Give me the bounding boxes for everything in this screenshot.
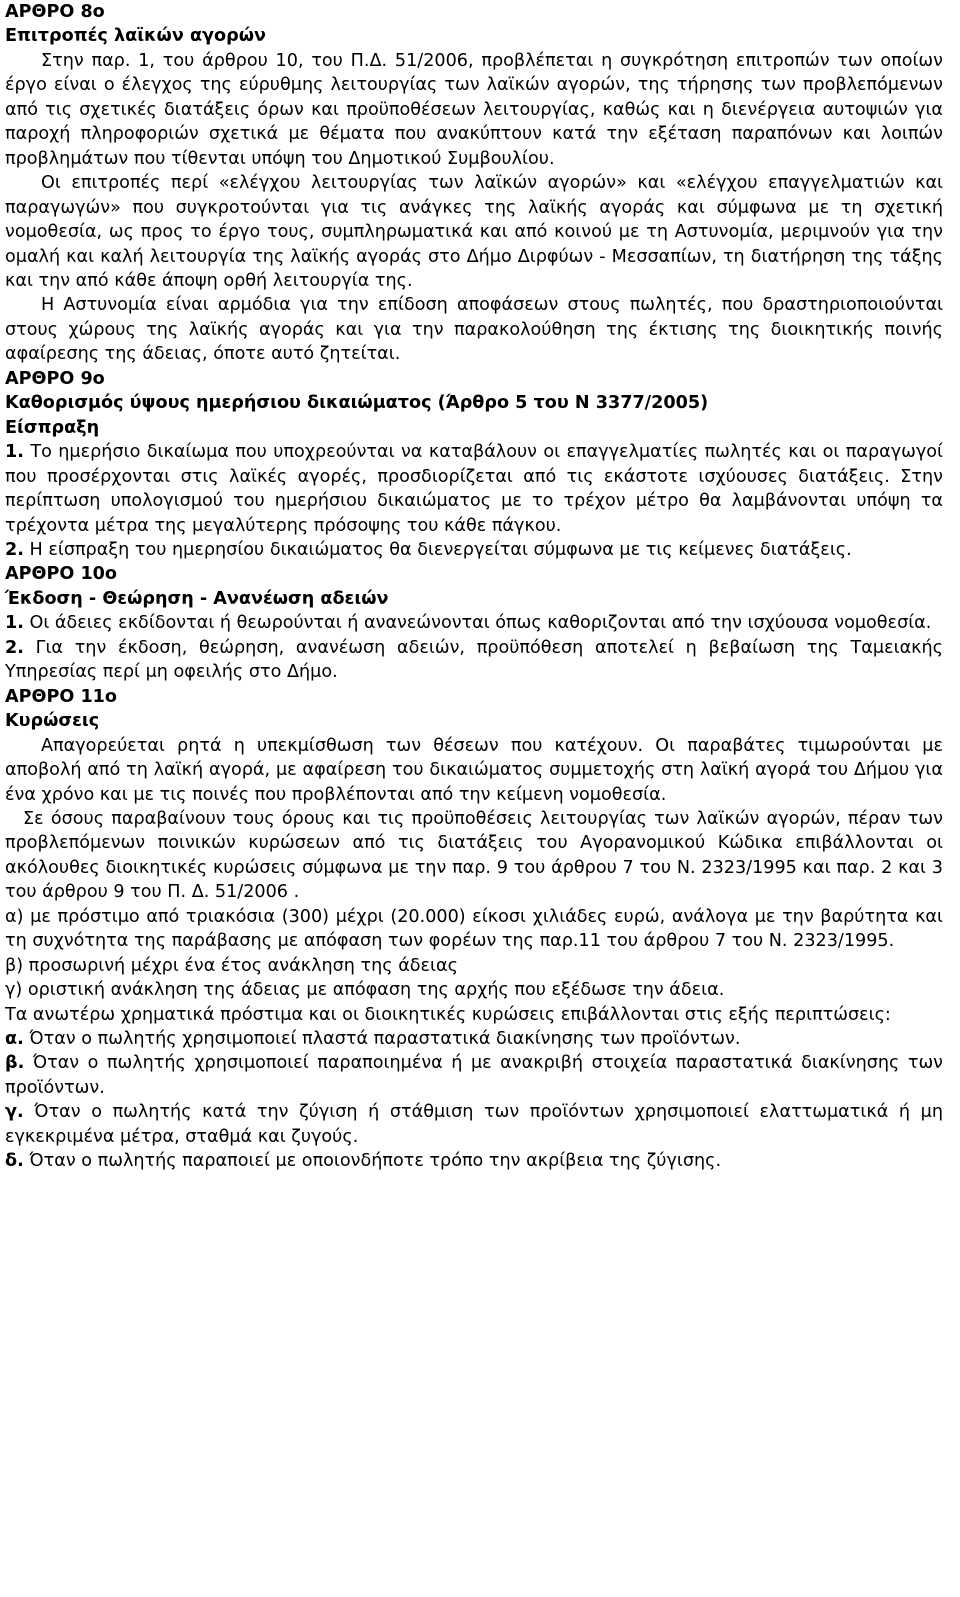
document-page (5, 0, 943, 1174)
item-text: Η είσπραξη του ημερησίου δικαιώματος θα διενεργείται σύμφωνα με τις κείμενες διατάξεις. (29, 539, 852, 560)
article-9-heading: ΑΡΘΡΟ 9ο (5, 368, 105, 389)
article-11-case-b (5, 1051, 943, 1100)
item-number: 1. (5, 613, 24, 634)
article-11-penalty-a: α) με πρόστιμο από τριακόσια (300) μέχρι (20.000) είκοσι χιλιάδες ευρώ, ανάλογα με την βαρύτητα και τη συχνότητα της παράβασης με απόφαση των φορέων της παρ.11 του άρθρου 7 του Ν. 2323/1995. (5, 906, 943, 952)
article-9-subtitle: Είσπραξη (5, 417, 100, 438)
article-11-case-a (5, 1027, 943, 1051)
case-letter: α. (5, 1029, 24, 1050)
case-letter: β. (5, 1053, 25, 1074)
article-11-case-d (5, 1149, 943, 1173)
article-8-title: Επιτροπές λαϊκών αγορών (5, 26, 266, 47)
article-10-heading: ΑΡΘΡΟ 10ο (5, 564, 118, 585)
item-number: 2. (5, 637, 24, 658)
article-11-title: Κυρώσεις (5, 711, 100, 732)
article-11-case-c (5, 1100, 943, 1149)
item-text: Το ημερήσιο δικαίωμα που υποχρεούνται να καταβάλουν οι επαγγελματίες πωλητές και οι παραγωγοί που προσέρχονται στις λαϊκές αγορές, προσδιορίζεται από τις εκάστοτε ισχύουσες διατάξεις. Στην περίπτωση υπολογισμού του ημερήσιου δικαιώματος με το τρέχον μέτρο θα λαμβάνονται υπόψη τα τρέχοντα μέτρα της μεγαλύτερης πρόσοψης του κάθε πάγκου. (5, 442, 944, 536)
article-9-item-1 (5, 440, 943, 538)
case-text: Όταν ο πωλητής παραποιεί με οποιονδήποτε τρόπο την ακρίβεια της ζύγισης. (29, 1151, 722, 1172)
article-10-item-2 (5, 636, 943, 685)
article-11-penalty-c: γ) οριστική ανάκληση της άδειας με απόφαση της αρχής που εξέδωσε την άδεια. (5, 980, 725, 1001)
article-11-penalty-b: β) προσωρινή μέχρι ένα έτος ανάκληση της άδειας (5, 955, 458, 976)
article-8-paragraph-2: Οι επιτροπές περί «ελέγχου λειτουργίας των λαϊκών αγορών» και «ελέγχου επαγγελματιών και παραγωγών» που συγκροτούνται για τις ανάγκες της λαϊκής αγοράς και σύμφωνα με τη σχετική νομοθεσία, ως προς το έργο τους, συμπληρωματικά και από κοινού με τη Αστυνομία, μεριμνούν για την ομαλή και καλή λειτουργία της λαϊκής αγοράς στο Δήμο Διρφύων - Μεσσαπίων, τη διατήρηση της τάξης και την από κάθε άποψη ορθή λειτουργία της. (5, 173, 943, 291)
article-8-paragraph-1: Στην παρ. 1, του άρθρου 10, του Π.Δ. 51/2006, προβλέπεται η συγκρότηση επιτροπών των οποίων έργο είναι ο έλεγχος της εύρυθμης λειτουργίας των λαϊκών αγορών, της τήρησης των προβλεπόμενων από τις σχετικές διατάξεις όρων και προϋποθέσεων λειτουργίας, καθώς και η διενέργεια αυτοψιών για παροχή πληροφοριών σχετικά με θέματα που ανακύπτουν κατά την εξέταση παραπόνων και λοιπών προβλημάτων που τίθενται υπόψη του Δημοτικού Συμβουλίου. (5, 50, 943, 169)
case-text: Όταν ο πωλητής χρησιμοποιεί παραποιημένα ή με ανακριβή στοιχεία παραστατικά διακίνησης των προϊόντων. (5, 1053, 944, 1098)
item-text: Για την έκδοση, θεώρηση, ανανέωση αδειών, προϋπόθεση αποτελεί η βεβαίωση της Ταμειακής Υπηρεσίας περί μη οφειλής στο Δήμο. (5, 637, 944, 683)
article-10-item-1 (5, 611, 943, 635)
article-8-heading: ΑΡΘΡΟ 8ο (5, 2, 105, 22)
item-number: 2. (5, 539, 24, 560)
article-9-item-2 (5, 538, 943, 562)
article-9-title: Καθορισμός ύψους ημερήσιου δικαιώματος (Άρθρο 5 του Ν 3377/2005) (5, 393, 709, 414)
case-text: Όταν ο πωλητής χρησιμοποιεί πλαστά παραστατικά διακίνησης των προϊόντων. (29, 1029, 741, 1050)
item-number: 1. (5, 442, 24, 463)
case-letter: γ. (5, 1102, 24, 1123)
article-11-paragraph-1: Απαγορεύεται ρητά η υπεκμίσθωση των θέσεων που κατέχουν. Οι παραβάτες τιμωρούνται με αποβολή από τη λαϊκή αγορά, με αφαίρεση του δικαιώματος συμμετοχής στη λαϊκή αγορά του Δήμου για ένα χρόνο και με τις ποινές που προβλέπονται από την κείμενη νομοθεσία. (5, 735, 943, 805)
article-11-heading: ΑΡΘΡΟ 11ο (5, 686, 118, 707)
item-text: Οι άδειες εκδίδονται ή θεωρούνται ή ανανεώνονται όπως καθοριζονται από την ισχύουσα νομοθεσία. (29, 613, 932, 634)
article-11-paragraph-2: Σε όσους παραβαίνουν τους όρους και τις προϋποθέσεις λειτουργίας των λαϊκών αγορών, πέραν των προβλεπόμενων ποινικών κυρώσεων από τις διατάξεις του Αγορανομικού Κώδικα επιβάλλονται οι ακόλουθες διοικητικές κυρώσεις σύμφωνα με την παρ. 9 του άρθρου 7 του Ν. 2323/1995 και παρ. 2 και 3 του άρθρου 9 του Π. Δ. 51/2006 . (5, 808, 943, 903)
case-letter: δ. (5, 1151, 24, 1172)
article-8-paragraph-3: Η Αστυνομία είναι αρμόδια για την επίδοση αποφάσεων στους πωλητές, που δραστηριοποιούνται στους χώρους της λαϊκής αγοράς και για την παρακολούθηση της έκτισης της διοικητικής ποινής αφαίρεσης της άδειας, όποτε αυτό ζητείται. (5, 295, 943, 365)
case-text: Όταν ο πωλητής κατά την ζύγιση ή στάθμιση των προϊόντων χρησιμοποιεί ελαττωματικά ή μη εγκεκριμένα μέτρα, σταθμά και ζυγούς. (5, 1102, 943, 1147)
article-11-paragraph-3: Τα ανωτέρω χρηματικά πρόστιμα και οι διοικητικές κυρώσεις επιβάλλονται στις εξής περιπτώσεις: (5, 1004, 891, 1025)
article-10-title: Έκδοση - Θεώρηση - Ανανέωση αδειών (5, 588, 389, 609)
